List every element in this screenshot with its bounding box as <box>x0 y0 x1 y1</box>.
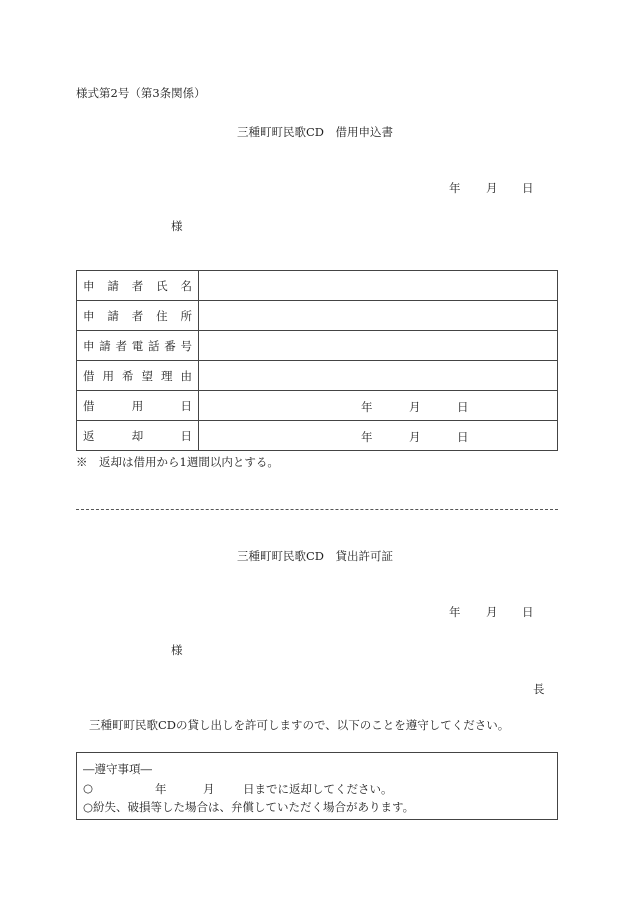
label-applicant-name <box>77 271 199 301</box>
label-applicant-phone <box>77 331 199 361</box>
label-char: 借 <box>83 398 95 413</box>
rule-item-return-deadline <box>83 781 393 796</box>
date-year-label: 年 <box>361 400 373 414</box>
applicant-address-field[interactable] <box>199 301 558 331</box>
applicant-name-field[interactable] <box>199 271 558 301</box>
label-applicant-address <box>77 301 199 331</box>
return-date-field[interactable] <box>199 421 558 451</box>
rules-heading: ―遵守事項― <box>83 762 152 776</box>
date-month-label: 月 <box>409 430 421 444</box>
label-char: 者 <box>131 278 144 293</box>
label-char: 氏 <box>156 278 168 293</box>
date-year-label: 年 <box>361 430 373 444</box>
date-day-label: 日 <box>457 400 469 414</box>
label-char: 希 <box>122 368 134 383</box>
label-char: 号 <box>180 338 192 353</box>
table-row <box>77 301 558 331</box>
label-char: 由 <box>180 368 192 383</box>
borrow-date-field[interactable] <box>199 391 558 421</box>
applicant-phone-field[interactable] <box>199 331 558 361</box>
label-char: 望 <box>141 368 153 383</box>
rule-item-text: 日までに返却してください。 <box>243 782 393 796</box>
label-char: 請 <box>107 278 119 293</box>
label-char: 所 <box>180 308 192 323</box>
label-char: 申 <box>83 278 95 293</box>
date-year-label: 年 <box>155 782 167 796</box>
table-row <box>77 391 558 421</box>
label-char: 用 <box>131 398 144 413</box>
date-year-label: 年 <box>449 181 461 195</box>
issuer-suffix: 長 <box>533 682 545 696</box>
label-char: 日 <box>180 428 192 443</box>
permit-title: 三種町町民歌CD 貸出許可証 <box>236 549 394 563</box>
application-title: 三種町町民歌CD 借用申込書 <box>236 125 394 139</box>
return-note: ※ 返却は借用から1週間以内とする。 <box>76 455 279 469</box>
label-char: 住 <box>156 308 168 323</box>
date-month-label: 月 <box>203 782 215 796</box>
permit-addressee-suffix: 様 <box>171 643 183 657</box>
label-char: 申 <box>83 308 95 323</box>
label-borrow-date <box>77 391 199 421</box>
label-char: 用 <box>102 368 114 383</box>
table-row <box>77 331 558 361</box>
label-char: 借 <box>83 368 95 383</box>
label-char: 者 <box>115 338 127 353</box>
label-char: 電 <box>131 338 144 353</box>
table-row <box>77 271 558 301</box>
compliance-rules-box <box>76 752 558 820</box>
date-day-label: 日 <box>522 181 534 195</box>
label-char: 日 <box>180 398 192 413</box>
table-row <box>77 421 558 451</box>
cut-line-divider <box>76 509 558 510</box>
label-char: 名 <box>180 278 192 293</box>
date-year-label: 年 <box>449 605 461 619</box>
label-char: 話 <box>148 338 160 353</box>
label-char: 者 <box>131 308 144 323</box>
form-reference: 様式第2号（第3条関係） <box>76 86 206 100</box>
label-char: 番 <box>164 338 176 353</box>
bullet-circle: ○ <box>83 781 94 795</box>
label-char: 請 <box>107 308 119 323</box>
label-char: 申 <box>83 338 95 353</box>
label-char: 却 <box>131 428 144 443</box>
date-month-label: 月 <box>486 181 498 195</box>
date-day-label: 日 <box>457 430 469 444</box>
date-month-label: 月 <box>409 400 421 414</box>
date-month-label: 月 <box>486 605 498 619</box>
application-table <box>76 270 558 451</box>
label-return-date <box>77 421 199 451</box>
label-char: 理 <box>161 368 173 383</box>
label-borrow-reason <box>77 361 199 391</box>
rule-item-damage: ○紛失、破損等した場合は、弁償していただく場合があります。 <box>83 800 415 814</box>
borrow-reason-field[interactable] <box>199 361 558 391</box>
label-char: 返 <box>83 428 95 443</box>
label-char: 請 <box>99 338 111 353</box>
addressee-suffix: 様 <box>171 219 183 233</box>
date-day-label: 日 <box>522 605 534 619</box>
table-row <box>77 361 558 391</box>
permit-body-text: 三種町町民歌CDの貸し出しを許可しますので、以下のことを遵守してください。 <box>89 718 510 732</box>
